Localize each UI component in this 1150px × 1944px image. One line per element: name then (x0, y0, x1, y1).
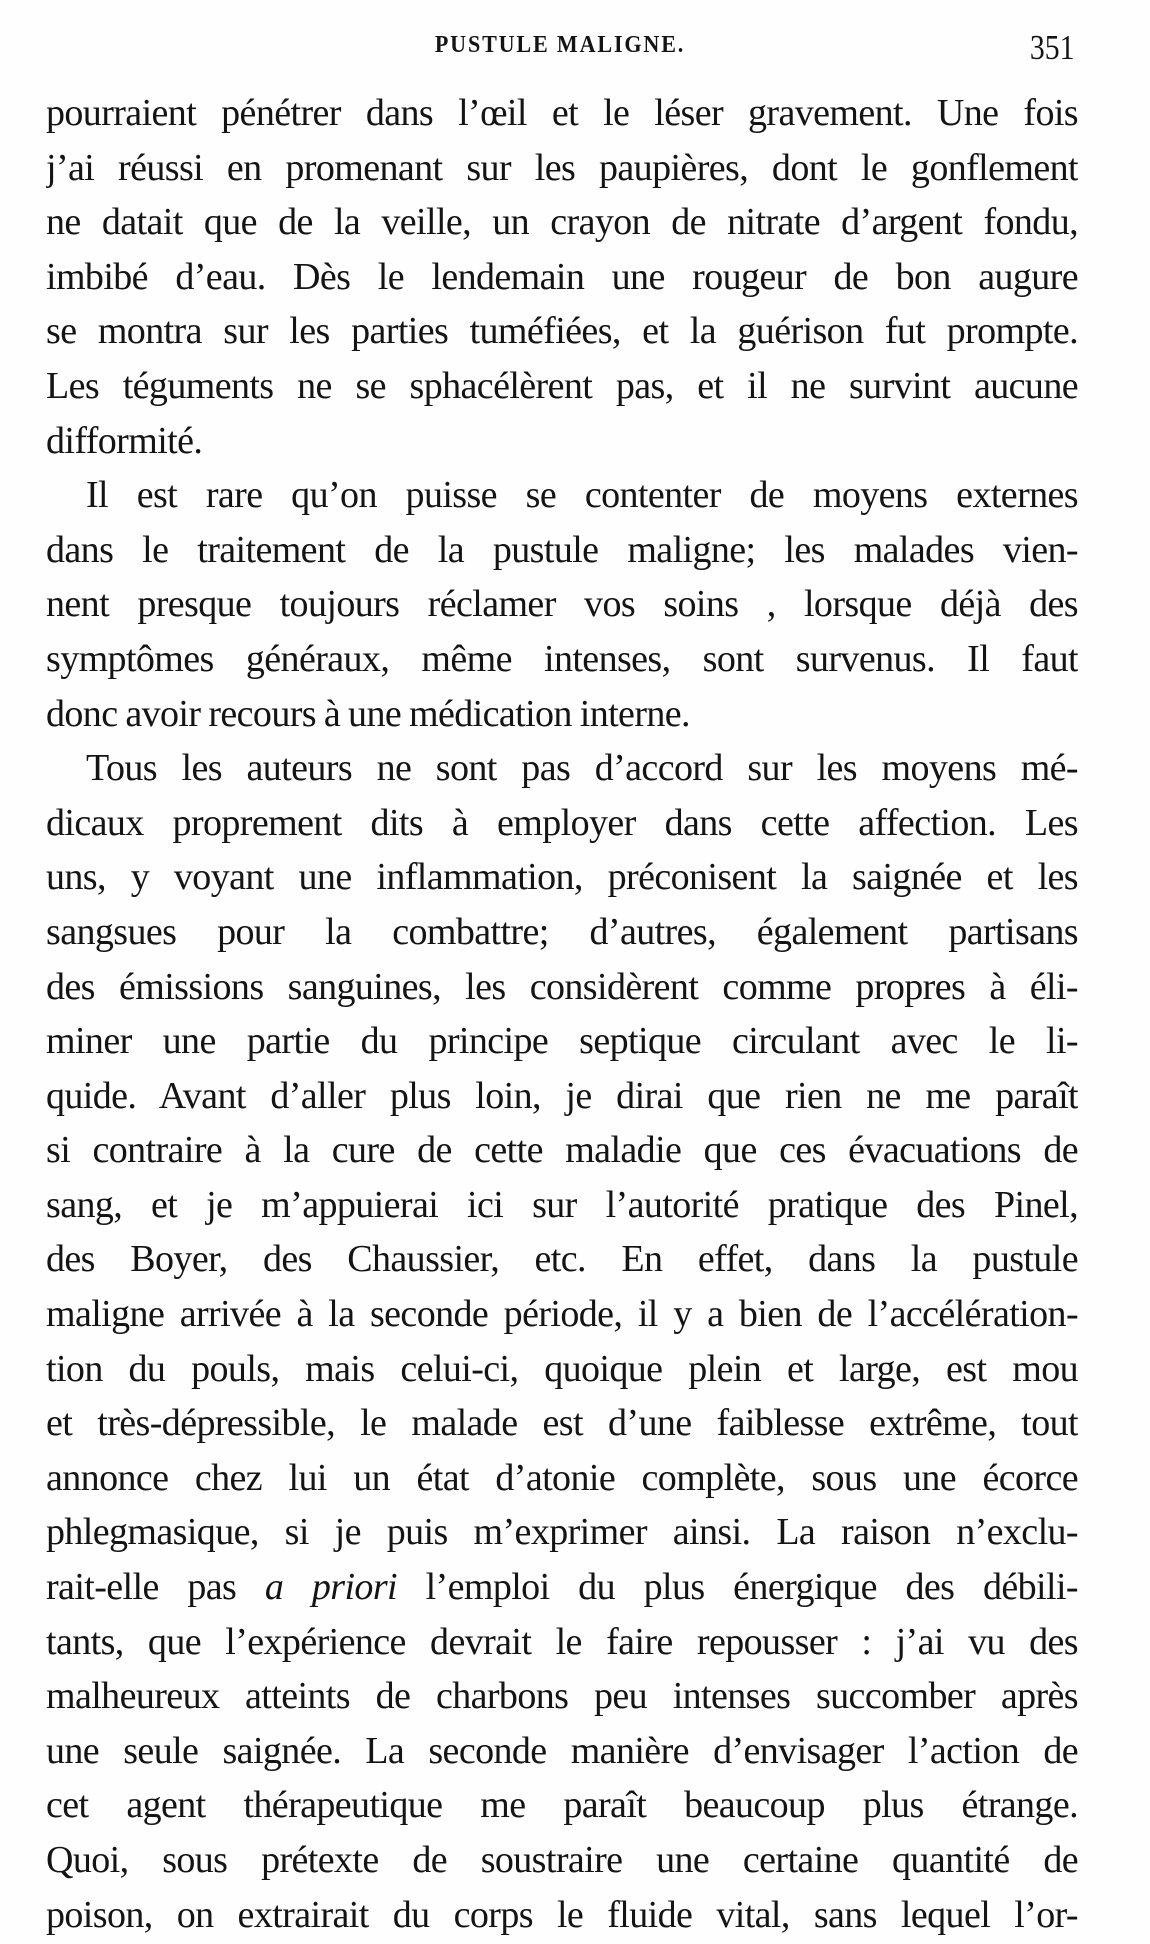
text-line: quide. Avant d’aller plus loin, je dirai que rien ne me paraît (46, 1074, 1078, 1117)
text-run: rait-elle pas (46, 1566, 265, 1609)
text-line: j’ai réussi en promenant sur les paupières, dont le gonflement (46, 146, 1078, 189)
text-line: malheureux atteints de charbons peu intenses succomber après (46, 1675, 1078, 1718)
text-line: tion du pouls, mais celui-ci, quoique plein et large, est mou (46, 1347, 1078, 1390)
text-line: des émissions sanguines, les considèrent comme propres à éli- (46, 965, 1078, 1008)
text-line: donc avoir recours à une médication interne. (46, 692, 690, 735)
paragraph-2 (46, 468, 1078, 741)
text-line: des Boyer, des Chaussier, etc. En effet, dans la pustule (46, 1238, 1078, 1281)
text-line: poison, on extrairait du corps le fluide vital, sans lequel l’or- (46, 1893, 1078, 1936)
text-line: Il est rare qu’on puisse se contenter de moyens externes (86, 474, 1078, 517)
text-line: nent presque toujours réclamer vos soins , lorsque déjà des (46, 583, 1078, 626)
text-line: phlegmasique, si je puis m’exprimer ainsi. La raison n’exclu- (46, 1511, 1078, 1554)
page-number: 351 (1029, 28, 1074, 67)
text-line: imbibé d’eau. Dès le lendemain une rougeur de bon augure (46, 255, 1078, 298)
text-line: difformité. (46, 419, 203, 462)
text-line: maligne arrivée à la seconde période, il y a bien de l’accélération- (46, 1293, 1078, 1336)
text-line: tants, que l’expérience devrait le faire repousser : j’ai vu des (46, 1620, 1078, 1663)
italic-phrase: a priori (264, 1566, 397, 1609)
running-title: PUSTULE MALIGNE. (434, 32, 686, 58)
paragraph-3 (46, 741, 1078, 1942)
text-line: pourraient pénétrer dans l’œil et le léser gravement. Une fois (46, 92, 1078, 134)
text-line: Les téguments ne se sphacélèrent pas, et il ne survint aucune (46, 364, 1078, 407)
paragraph-1 (46, 86, 1078, 468)
text-line: ne datait que de la veille, un crayon de nitrate d’argent fondu, (46, 201, 1078, 244)
text-line: symptômes généraux, même intenses, sont survenus. Il faut (46, 637, 1078, 680)
text-run: l’emploi du plus énergique des débili- (396, 1566, 1078, 1609)
text-line: se montra sur les parties tuméfiées, et la guérison fut prompte. (46, 310, 1078, 353)
text-line: Quoi, sous prétexte de soustraire une certaine quantité de (46, 1839, 1078, 1881)
text-line: Tous les auteurs ne sont pas d’accord sur les moyens mé- (86, 747, 1078, 790)
running-head (46, 28, 1074, 68)
text-line-with-italic (46, 1560, 1078, 1615)
text-line: une seule saignée. La seconde manière d’envisager l’action de (46, 1729, 1078, 1772)
text-line: sang, et je m’appuierai ici sur l’autorité pratique des Pinel, (46, 1183, 1078, 1226)
text-line: uns, y voyant une inflammation, préconisent la saignée et les (46, 856, 1078, 899)
text-line: dans le traitement de la pustule maligne; les malades vien- (46, 528, 1078, 571)
text-line: dicaux proprement dits à employer dans cette affection. Les (46, 801, 1078, 844)
text-line: sangsues pour la combattre; d’autres, également partisans (46, 910, 1078, 953)
text-line: et très-dépressible, le malade est d’une faiblesse extrême, tout (46, 1402, 1078, 1445)
text-line: annonce chez lui un état d’atonie complète, sous une écorce (46, 1456, 1078, 1499)
text-line: miner une partie du principe septique circulant avec le li- (46, 1020, 1078, 1063)
text-line: cet agent thérapeutique me paraît beaucoup plus étrange. (46, 1784, 1078, 1827)
body-text (46, 86, 1078, 1942)
text-line: si contraire à la cure de cette maladie que ces évacuations de (46, 1129, 1078, 1172)
